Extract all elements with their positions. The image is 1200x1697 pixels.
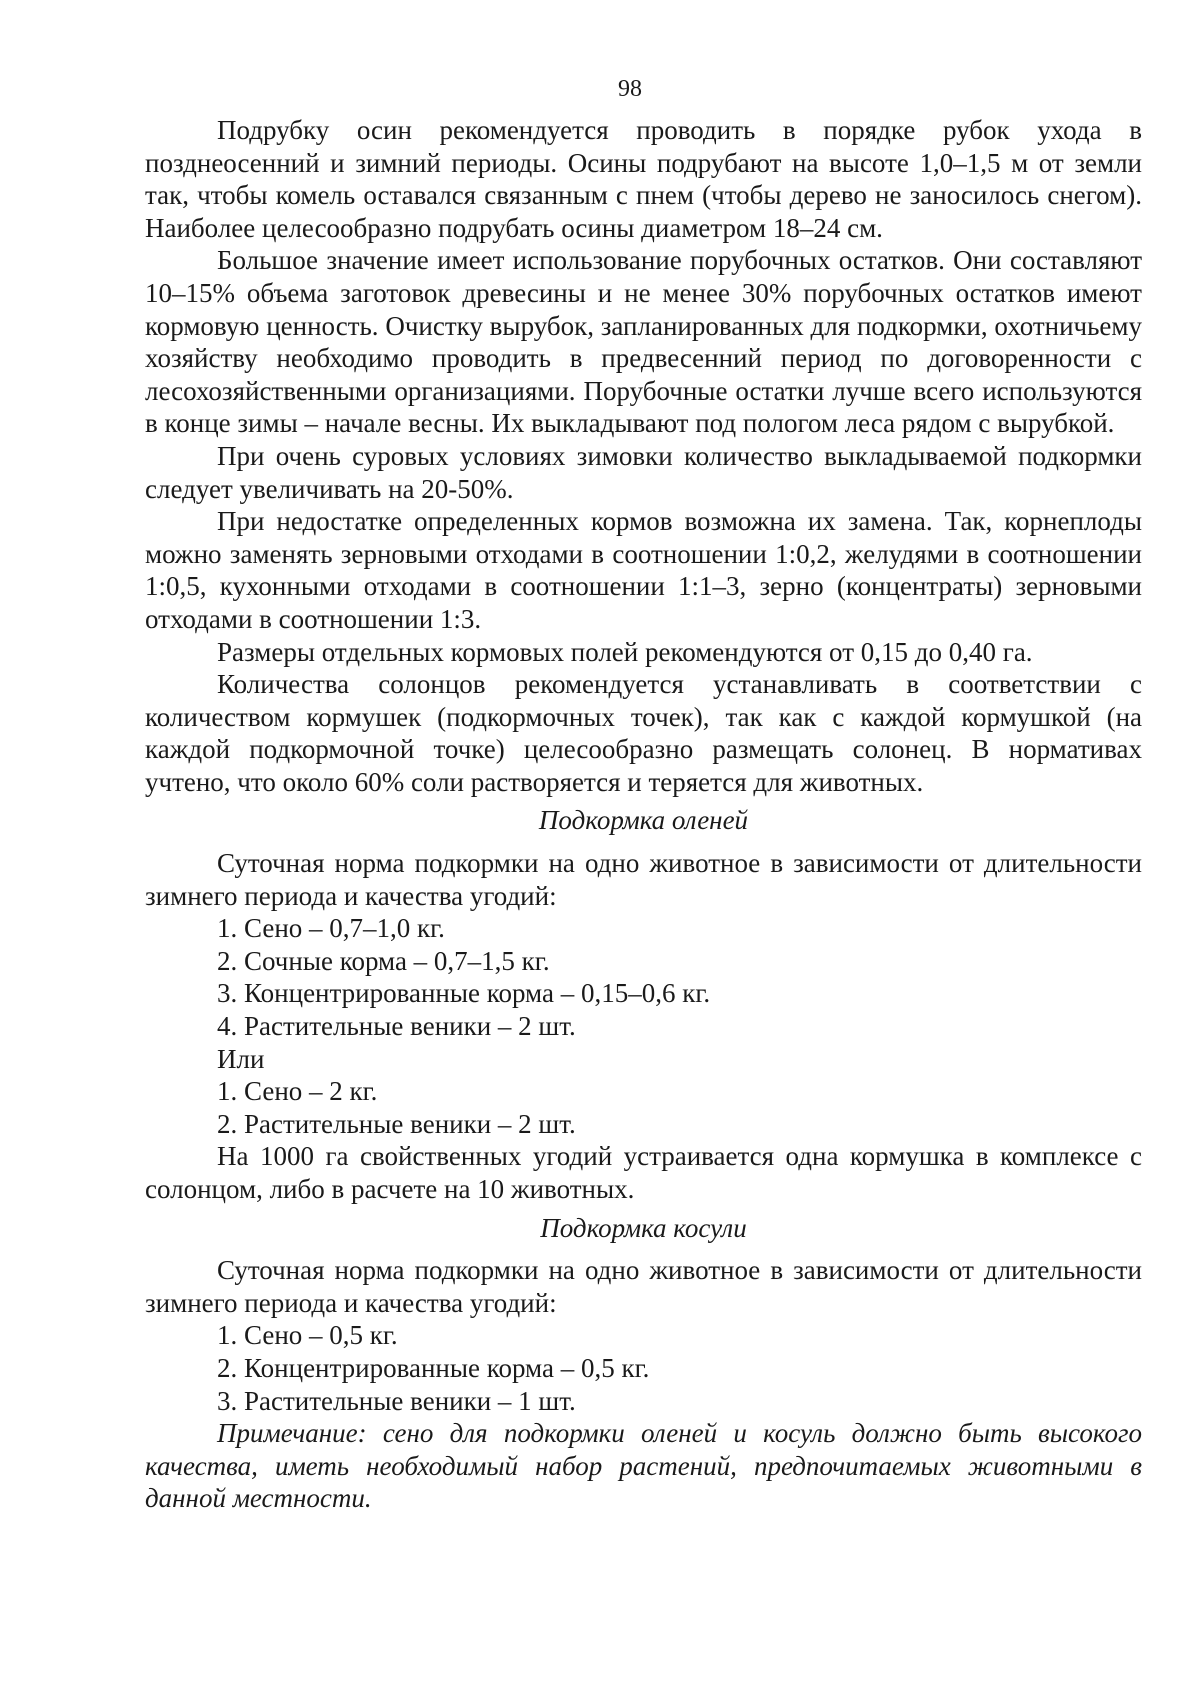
list-item: 1. Сено – 2 кг. — [217, 1076, 378, 1107]
section-heading-deer: Подкормка оленей — [538, 805, 749, 836]
roe-deer-feeding-section — [145, 1206, 1142, 1418]
paragraph-aspen-cutting: Подрубку осин рекомендуется проводить в порядке рубок ухода в позднеосенний и зимний периоды. Осины подрубают на высоте 1,0–1,5 м от земли так, чтобы комель оставался связанным с пнем (чтобы дерево не заносилось снегом). Наиболее целесообразно подрубать осины диаметром 18–24 см. — [145, 115, 1142, 243]
paragraph-feeding-fields: Размеры отдельных кормовых полей рекомендуются от 0,15 до 0,40 га. — [217, 636, 1033, 667]
deer-feeder-density: На 1000 га свойственных угодий устраивается одна кормушка в комплексе с солонцом, либо в расчете на 10 животных. — [145, 1141, 1142, 1204]
list-item: 1. Сено – 0,5 кг. — [217, 1320, 398, 1351]
paragraph-salt-licks: Количества солонцов рекомендуется устанавливать в соответствии с количеством кормушек (подкормочных точек), так как с каждой кормушкой (на каждой подкормочной точке) целесообразно размещать солонец. В нормативах учтено, что около 60% соли растворяется и теряется для животных. — [145, 669, 1142, 797]
list-item: 2. Сочные корма – 0,7–1,5 кг. — [217, 945, 550, 976]
paragraph-feed-substitution: При недостатке определенных кормов возможна их замена. Так, корнеплоды можно заменять зерновыми отходами в соотношении 1:0,2, желудями в соотношении 1:0,5, кухонными отходами в соотношении 1:1–3, зерно (концентраты) зерновыми отходами в соотношении 1:3. — [145, 506, 1142, 634]
list-item: 3. Концентрированные корма – 0,15–0,6 кг. — [217, 978, 711, 1009]
list-item: 2. Растительные веники – 2 шт. — [217, 1108, 576, 1139]
paragraph-harsh-wintering: При очень суровых условиях зимовки количество выкладываемой подкормки следует увеличивать на 20-50%. — [145, 440, 1142, 504]
deer-feeding-section — [145, 798, 1142, 1205]
page-number: 98 — [618, 76, 642, 102]
list-item: 3. Растительные веники – 1 шт. — [217, 1385, 576, 1416]
paragraph-logging-residues: Большое значение имеет использование порубочных остатков. Они составляют 10–15% объема заготовок древесины и не менее 30% порубочных остатков имеют кормовую ценность. Очистку вырубок, запланированных для подкормки, охотничьему хозяйству необходимо проводить в предвесенний период по договоренности с лесохозяйственными организациями. Порубочные остатки лучше всего используются в конце зимы – начале весны. Их выкладывают под пологом леса рядом с вырубкой. — [145, 245, 1142, 439]
deer-daily-norm-intro: Суточная норма подкормки на одно животное в зависимости от длительности зимнего периода и качества угодий: — [145, 848, 1142, 911]
roe-daily-norm-intro: Суточная норма подкормки на одно животное в зависимости от длительности зимнего периода и качества угодий: — [145, 1255, 1142, 1318]
list-item: 2. Концентрированные корма – 0,5 кг. — [217, 1352, 650, 1383]
section-heading-roe-deer: Подкормка косули — [540, 1212, 747, 1243]
list-item: 1. Сено – 0,7–1,0 кг. — [217, 913, 445, 944]
page-body — [145, 114, 1142, 1515]
hay-quality-note: Примечание: сено для подкормки оленей и косуль должно быть высокого качества, иметь необходимый набор растений, предпочитаемых животными в данной местности. — [145, 1418, 1142, 1514]
or-separator: Или — [217, 1043, 265, 1074]
list-item: 4. Растительные веники – 2 шт. — [217, 1011, 576, 1042]
